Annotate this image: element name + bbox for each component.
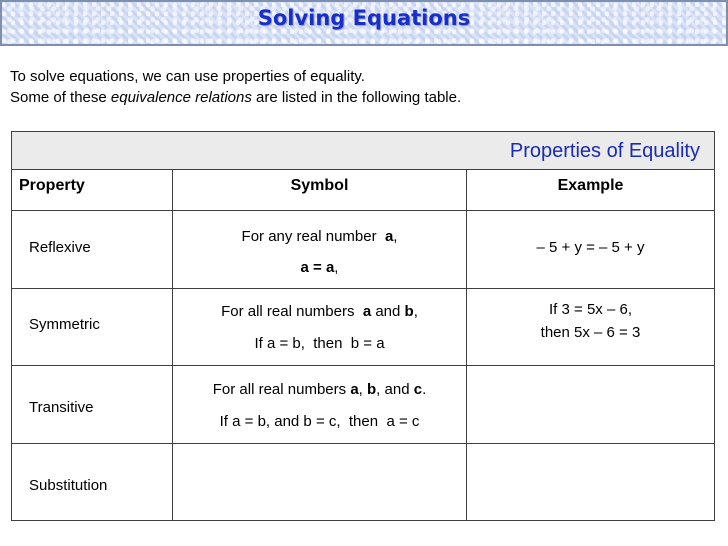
symbol-equation: a = a: [300, 259, 335, 276]
symbol-text: If a = b, and b = c,: [219, 413, 341, 430]
example-symmetric-line-1: If 3 = 5x – 6,: [549, 301, 632, 318]
row-divider: [12, 365, 714, 366]
symbol-transitive-line-2: [173, 413, 466, 430]
symbol-text: If a = b,: [254, 335, 305, 352]
symbol-text: b = a: [350, 335, 385, 352]
symbol-variable: a: [384, 228, 394, 245]
symbol-transitive-line-1: [173, 381, 466, 398]
intro-line-2-suffix: are listed in the following table.: [256, 89, 462, 106]
table-header: [12, 132, 714, 170]
column-divider: [466, 170, 467, 520]
symbol-text: then: [313, 335, 343, 352]
symbol-text: ,: [413, 303, 418, 320]
intro-line-2: [10, 87, 461, 108]
intro-text: [10, 66, 461, 108]
symbol-text: and: [375, 303, 401, 320]
symbol-text: For any real number: [241, 228, 377, 245]
symbol-text: , and: [376, 381, 410, 398]
column-header-property: Property: [19, 177, 85, 194]
symbol-text: For all real numbers: [221, 303, 355, 320]
row-divider: [12, 443, 714, 444]
symbol-text: then: [348, 413, 379, 430]
symbol-text: ,: [393, 228, 398, 245]
intro-emphasis: equivalence relations: [110, 89, 252, 106]
symbol-variable: b: [367, 381, 377, 398]
column-header-example: Example: [557, 177, 624, 194]
symbol-reflexive-line-2: [173, 259, 466, 276]
symbol-variable: a: [350, 381, 359, 398]
symbol-variable: a: [362, 303, 372, 320]
symbol-text: a = c: [386, 413, 420, 430]
symbol-variable: c: [413, 381, 423, 398]
example-symmetric-line-2: then 5x – 6 = 3: [540, 324, 641, 341]
example-reflexive: – 5 + y = – 5 + y: [536, 239, 645, 256]
symbol-text: ,: [334, 259, 339, 276]
property-substitution: Substitution: [29, 477, 108, 494]
row-divider: [12, 288, 714, 289]
row-divider: [12, 210, 714, 211]
intro-line-1: To solve equations, we can use properties of equality.: [10, 68, 365, 85]
property-reflexive: Reflexive: [29, 239, 91, 256]
symbol-text: ,: [358, 381, 363, 398]
property-symmetric: Symmetric: [29, 316, 100, 333]
symbol-variable: b: [404, 303, 414, 320]
title-banner: [0, 0, 728, 46]
symbol-symmetric-line-1: [173, 303, 466, 320]
symbol-symmetric-line-2: [173, 335, 466, 352]
page-title: Solving Equations: [257, 6, 471, 30]
symbol-reflexive-line-1: [173, 228, 466, 245]
property-transitive: Transitive: [29, 399, 94, 416]
table-caption: Properties of Equality: [509, 140, 700, 162]
symbol-text: .: [422, 381, 427, 398]
intro-line-2-prefix: Some of these: [10, 89, 107, 106]
symbol-text: For all real numbers: [212, 381, 347, 398]
properties-table: [11, 131, 715, 521]
column-header-symbol: Symbol: [290, 177, 349, 194]
